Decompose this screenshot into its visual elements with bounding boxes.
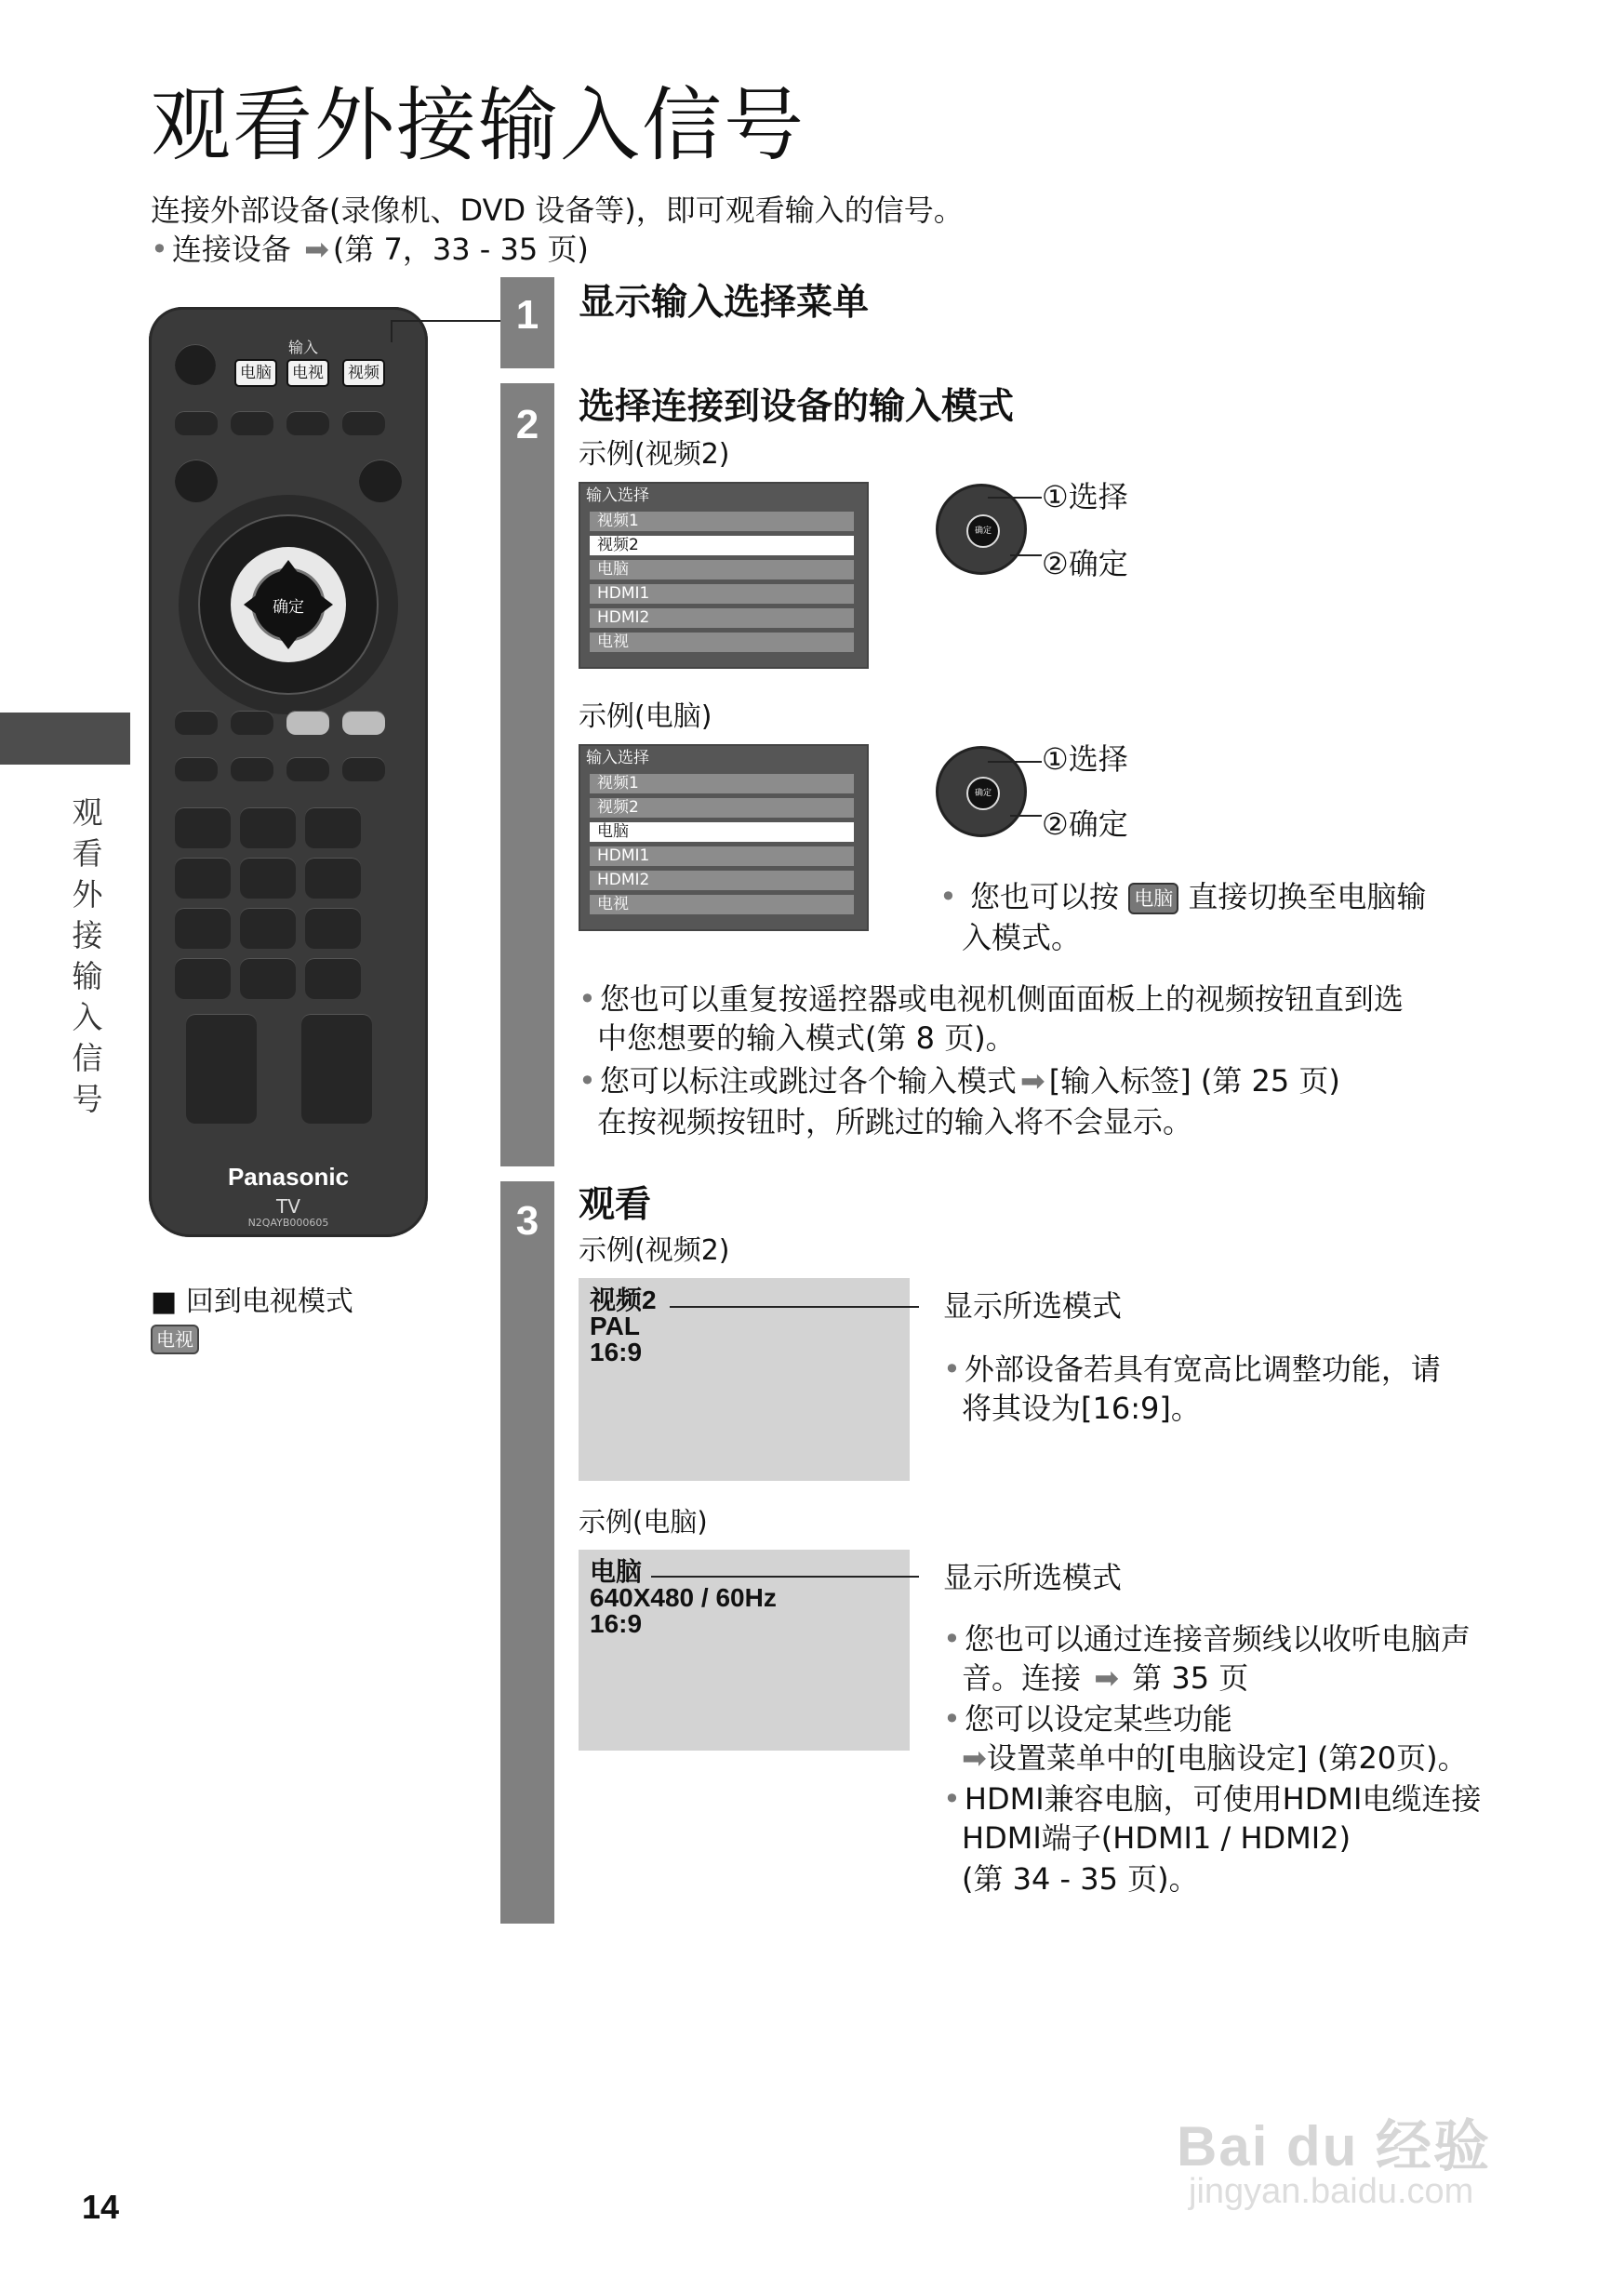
confirm-leader	[1010, 815, 1042, 817]
pc-note-part: 直接切换至电脑输	[1188, 879, 1427, 914]
remote-button	[286, 411, 329, 435]
remote-rocker-button	[186, 1014, 257, 1124]
menu-item: HDMI1	[590, 584, 854, 604]
menu-item: HDMI1	[590, 846, 854, 866]
remote-number-button	[305, 858, 361, 899]
note-repeat-press: • 您也可以重复按遥控器或电视机侧面面板上的视频按钮直到选	[579, 984, 1404, 1014]
audio-note-cont	[962, 1660, 1249, 1696]
input-select-menu-pc	[579, 744, 869, 931]
remote-number-button	[240, 858, 296, 899]
arrow-right-icon: ➡	[962, 1740, 987, 1776]
remote-brand-logo: Panasonic	[227, 1163, 350, 1191]
screen-input-name: 电脑	[590, 1557, 643, 1586]
connect-reference	[151, 232, 589, 267]
step2-title: 选择连接到设备的输入模式	[579, 386, 1015, 428]
remote-button	[175, 757, 218, 781]
remote-number-button	[240, 908, 296, 949]
confirm-label: ②确定	[1042, 546, 1128, 581]
remote-number-button	[175, 958, 231, 999]
remote-button	[286, 757, 329, 781]
note-repeat-press-cont: 中您想要的输入模式(第 8 页)。	[597, 1020, 1016, 1056]
hdmi-note: • HDMI兼容电脑，可使用HDMI电缆连接	[943, 1784, 1481, 1814]
dpad-icon	[936, 746, 1027, 837]
step3-title: 观看	[579, 1184, 652, 1226]
remote-button	[342, 411, 385, 435]
input-select-menu-video	[579, 482, 869, 669]
menu-item: 视频1	[590, 774, 854, 793]
remote-rocker-button	[301, 1014, 372, 1124]
connect-ref: (第 7，33 - 35 页)	[332, 232, 589, 267]
menu-item: 电视	[590, 633, 854, 652]
remote-number-button	[305, 807, 361, 848]
remote-control-illustration	[149, 307, 428, 1237]
arrow-right-icon: ➡	[1094, 1660, 1119, 1696]
arrow-right-icon: ➡	[1019, 1063, 1045, 1099]
step3-bar	[500, 1181, 554, 1924]
screen-aspect: 16:9	[590, 1609, 643, 1638]
back-to-tv-mode-label: ■ 回到电视模式	[151, 1286, 353, 1318]
remote-tv-label: TV	[276, 1195, 300, 1218]
tv-screen-pc	[579, 1550, 910, 1751]
remote-number-button	[175, 908, 231, 949]
screen-signal: PAL	[590, 1312, 640, 1340]
pc-settings-note-cont	[962, 1740, 1468, 1776]
select-leader	[988, 497, 1042, 499]
step2-bar	[500, 383, 554, 1166]
step2-number: 2	[515, 402, 539, 447]
note-label-skip-cont: 在按视频按钮时，所跳过的输入将不会显示。	[597, 1104, 1193, 1139]
aspect-note: • 外部设备若具有宽高比调整功能，请	[943, 1354, 1441, 1384]
select-label: ①选择	[1042, 479, 1128, 514]
audio-note-part: 音。连接	[962, 1660, 1082, 1696]
screen-resolution: 640X480 / 60Hz	[590, 1583, 777, 1612]
menu-title: 输入选择	[586, 749, 649, 767]
menu-item: 视频1	[590, 512, 854, 531]
remote-input-label: 输入	[288, 339, 319, 356]
confirm-leader	[1010, 554, 1042, 556]
menu-item: 电视	[590, 895, 854, 914]
side-section-label: 观看外接输入信号	[72, 794, 103, 1117]
remote-button	[342, 711, 385, 735]
audio-note-ref: 第 35 页	[1132, 1660, 1249, 1696]
menu-title: 输入选择	[586, 486, 649, 505]
pc-note-part: 您也可以按	[970, 879, 1120, 914]
remote-key-pc: 电脑	[234, 359, 277, 387]
note-label-skip	[579, 1063, 1340, 1099]
display-mode-leader	[670, 1306, 919, 1308]
remote-number-button	[305, 958, 361, 999]
tv-key-icon: 电视	[151, 1325, 199, 1354]
select-leader	[988, 761, 1042, 763]
pc-settings-note: • 您可以设定某些功能	[943, 1704, 1232, 1734]
pc-key-note-cont: 入模式。	[962, 920, 1082, 955]
select-label: ①选择	[1042, 741, 1128, 777]
hdmi-note-cont: HDMI端子(HDMI1 / HDMI2)	[962, 1820, 1351, 1856]
aspect-note-cont: 将其设为[16:9]。	[962, 1391, 1201, 1426]
display-mode-label: 显示所选模式	[943, 1288, 1123, 1324]
remote-button	[175, 711, 218, 735]
step1-title: 显示输入选择菜单	[579, 282, 870, 324]
ok-button-icon: 确定	[966, 777, 1000, 810]
pc-settings-ref: 设置菜单中的[电脑设定] (第20页)。	[986, 1740, 1468, 1776]
note-label-skip-text: • 您可以标注或跳过各个输入模式	[579, 1063, 1017, 1099]
remote-button	[231, 411, 273, 435]
page-number: 14	[82, 2188, 120, 2226]
pc-key-note	[939, 879, 1427, 914]
remote-number-button	[305, 908, 361, 949]
remote-button	[175, 411, 218, 435]
hdmi-note-ref: (第 34 - 35 页)。	[962, 1861, 1199, 1897]
remote-ok-label: 确定	[273, 598, 304, 617]
page-title: 观看外接输入信号	[151, 79, 805, 172]
menu-item: 视频2	[590, 798, 854, 818]
step1-leader-line	[391, 320, 393, 342]
side-tab-marker	[0, 713, 130, 765]
connect-text: • 连接设备	[151, 232, 291, 267]
remote-button	[342, 757, 385, 781]
example-pc-label: 示例(电脑)	[579, 700, 712, 733]
step1-leader-line	[391, 320, 500, 322]
display-mode-label: 显示所选模式	[943, 1560, 1123, 1595]
baidu-watermark-url: jingyan.baidu.com	[1189, 2172, 1474, 2211]
remote-number-button	[240, 958, 296, 999]
baidu-watermark-logo: Bai du 经验	[1177, 2115, 1492, 2178]
remote-number-button	[240, 807, 296, 848]
example-video-label: 示例(视频2)	[579, 1234, 730, 1267]
screen-input-name: 视频2	[590, 1286, 657, 1314]
menu-item-selected: 视频2	[590, 536, 854, 555]
menu-item: 电脑	[590, 560, 854, 579]
remote-key-tv: 电视	[286, 359, 329, 387]
ok-button-icon: 确定	[966, 514, 1000, 548]
remote-number-button	[175, 858, 231, 899]
remote-button	[231, 711, 273, 735]
menu-item-selected: 电脑	[590, 822, 854, 842]
pc-key-icon: 电脑	[1128, 883, 1178, 914]
audio-note: • 您也可以通过连接音频线以收听电脑声	[943, 1624, 1471, 1654]
example-video-label: 示例(视频2)	[579, 438, 730, 471]
menu-item: HDMI2	[590, 871, 854, 890]
example-pc-label: 示例(电脑)	[579, 1506, 708, 1538]
arrow-right-icon: ➡	[304, 232, 329, 267]
power-button-icon	[175, 344, 216, 385]
screen-aspect: 16:9	[590, 1338, 643, 1366]
remote-number-button	[175, 807, 231, 848]
menu-item: HDMI2	[590, 608, 854, 628]
remote-button	[231, 757, 273, 781]
remote-model-number: N2QAYB000605	[247, 1217, 329, 1229]
tv-screen-video	[579, 1278, 910, 1481]
step1-number: 1	[515, 292, 539, 338]
note-label-skip-ref: [输入标签] (第 25 页)	[1048, 1063, 1340, 1099]
remote-button	[286, 711, 329, 735]
remote-key-video: 视频	[342, 359, 385, 387]
step3-number: 3	[515, 1198, 539, 1244]
display-mode-leader	[651, 1576, 919, 1578]
confirm-label: ②确定	[1042, 806, 1128, 842]
intro-text: 连接外部设备(录像机、DVD 设备等)，即可观看输入的信号。	[151, 193, 964, 228]
